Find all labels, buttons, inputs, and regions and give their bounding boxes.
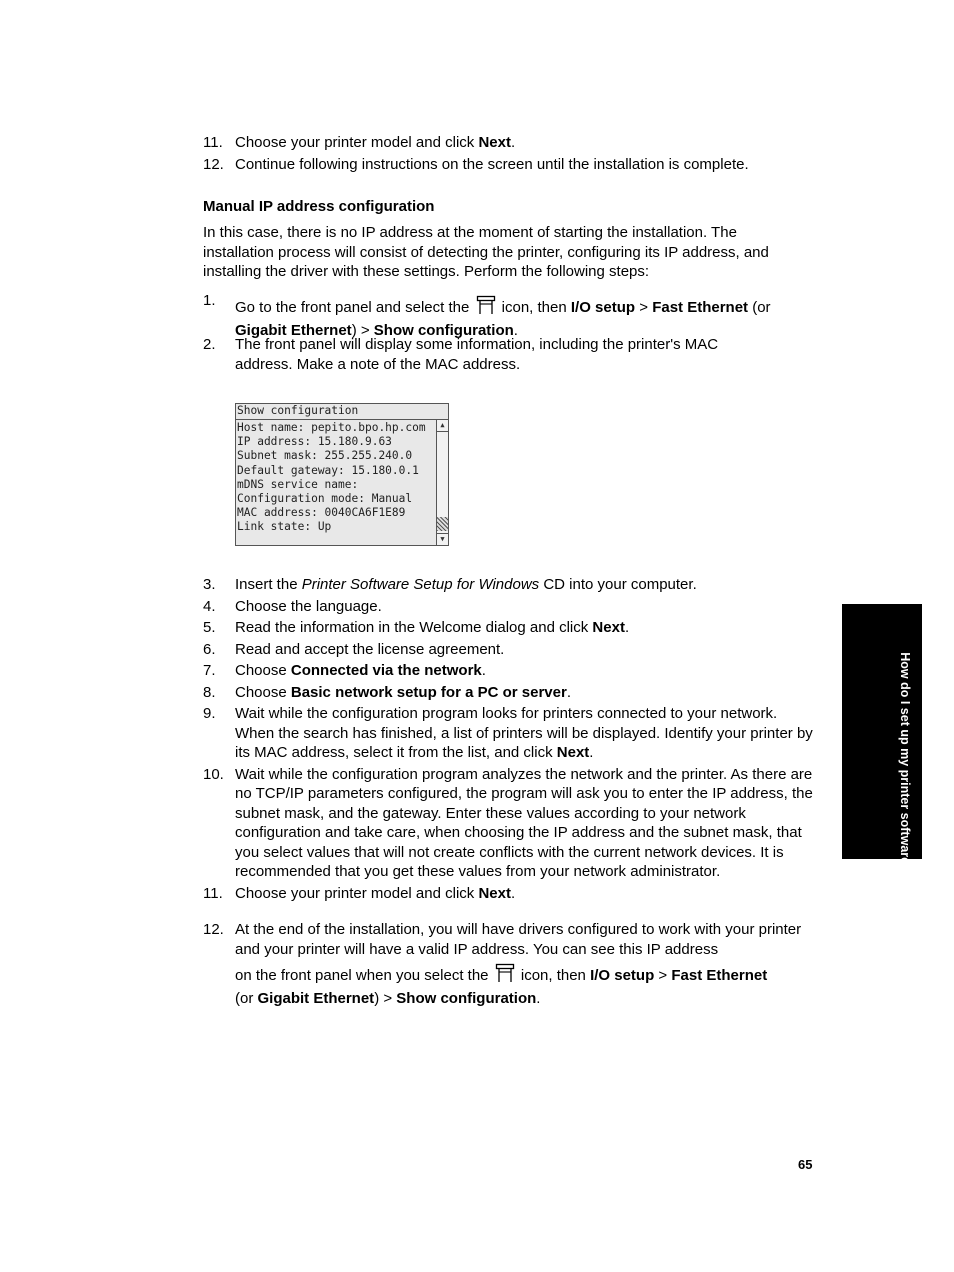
step-text: . [510, 884, 516, 902]
step-text: Choose your printer model and click [235, 884, 479, 902]
step-number: 11. [203, 134, 223, 151]
step-number: 8. [203, 683, 216, 701]
step-text: ) > [374, 989, 397, 1007]
scroll-thumb [437, 517, 448, 531]
step-text: Choose [235, 683, 291, 701]
chapter-side-tab [842, 604, 922, 872]
scroll-down-icon: ▼ [437, 533, 448, 545]
step-text: CD into your computer. [539, 576, 697, 593]
panel-line-link: Link state: Up [237, 520, 332, 534]
intro-paragraph: In this case, there is no IP address at the moment of starting the installation. The installation process will consist of detecting the printer, configuring its IP address, and installing the driver with these settings. Perform the following steps: [203, 224, 769, 280]
step-number: 1. [203, 292, 216, 309]
panel-line-ip: IP address: 15.180.9.63 [237, 435, 392, 449]
step-bold: I/O setup [590, 967, 655, 984]
step-text: . [536, 989, 541, 1007]
install-steps-list [203, 575, 815, 905]
panel-line-host: Host name: pepito.bpo.hp.com [237, 421, 426, 434]
step-number: 5. [203, 619, 216, 636]
section-heading: Manual IP address configuration [203, 198, 435, 215]
step-number: 12. [203, 921, 224, 938]
step-text: At the end of the installation, you will have drivers configured to work with your printer and your printer will have a valid IP address. You can see this IP address [235, 921, 802, 958]
top-steps-list [203, 133, 815, 176]
setup-menu-icon [476, 295, 496, 321]
step-number: 2. [203, 336, 216, 353]
panel-lines [237, 421, 433, 535]
step-text: . [624, 619, 630, 636]
step-text: Choose [235, 662, 291, 679]
panel-line-config-mode: Configuration mode: Manual [237, 492, 413, 506]
step-bold: Show configuration [396, 989, 537, 1007]
step-bold: Fast Ethernet [671, 967, 768, 984]
step-text: . [510, 134, 516, 151]
step-bold: Fast Ethernet [652, 299, 749, 316]
step-bold: Gigabit Ethernet [235, 321, 352, 339]
front-panel-display [235, 403, 449, 546]
step-12-text [235, 920, 815, 1008]
step-text: icon, then [516, 967, 591, 984]
step-text: on the front panel when you select the [235, 967, 493, 984]
step-number: 9. [203, 705, 216, 722]
step-text: ) > [351, 321, 374, 339]
step-text: (or [235, 989, 258, 1007]
step-number: 10. [203, 765, 224, 783]
step-text: Choose the language. [235, 597, 382, 615]
step-bold: Next [478, 884, 511, 902]
step-text: Go to the front panel and select the [235, 299, 474, 316]
step-text: Choose your printer model and click [235, 134, 479, 151]
step-text: icon, then [497, 299, 571, 316]
panel-scrollbar [436, 420, 448, 545]
step-bold: Next [478, 134, 511, 151]
page-number: 65 [798, 1157, 813, 1172]
step-text: . [566, 683, 571, 701]
step-bold: Connected via the network [290, 662, 482, 679]
step-text: Insert the [235, 576, 302, 593]
step-text: > [654, 967, 672, 984]
step-text-line [235, 989, 815, 1009]
step-text: Read the information in the Welcome dialog and click [235, 619, 593, 636]
step-2-text: The front panel will display some information, including the printer's MAC address. Make a note of the MAC address. [235, 336, 719, 373]
step-text: > [635, 299, 653, 316]
step-text: Wait while the configuration program looks for printers connected to your network. When the search has finished, a list of printers will be displayed. Identify your printer by its MAC address, select it from the list, and click [235, 705, 813, 761]
step-number: 3. [203, 576, 216, 593]
scroll-up-icon: ▲ [437, 420, 448, 432]
setup-menu-icon [495, 963, 515, 989]
step-bold: Basic network setup for a PC or server [290, 683, 567, 701]
list-item [203, 155, 815, 175]
list-item [203, 661, 815, 681]
step-bold: Show configuration [373, 321, 514, 339]
step-text: Wait while the configuration program analyzes the network and the printer. As there are no TCP/IP parameters configured, the program will ask you to enter the IP address, the subnet mask, and the gateway. Enter these values according to your network configuration and take care, when choosing the IP address and the subnet mask, that you select values that will not create conflicts with the current network devices. It is recommended that you get these values from your network administrator. [235, 765, 813, 880]
list-item [203, 575, 815, 595]
side-tab-label: How do I set up my printer software? [898, 652, 912, 872]
panel-line-subnet: Subnet mask: 255.255.240.0 [237, 449, 413, 463]
step-number: 12. [203, 155, 224, 173]
step-text: (or [748, 299, 771, 316]
list-item [203, 640, 815, 660]
step-number: 7. [203, 662, 216, 679]
step-text: Read and accept the license agreement. [235, 640, 505, 658]
step-number: 6. [203, 640, 216, 658]
panel-line-mac: MAC address: 0040CA6F1E89 [237, 506, 406, 520]
panel-title: Show configuration [236, 404, 448, 420]
list-item [203, 133, 815, 153]
step-text-line [235, 963, 815, 989]
step-number: 4. [203, 597, 216, 615]
panel-line-gateway: Default gateway: 15.180.0.1 [237, 463, 419, 477]
step-text: . [481, 662, 486, 679]
list-item [203, 765, 815, 882]
list-item [203, 618, 815, 638]
list-item [203, 884, 815, 904]
panel-line-mdns: mDNS service name: [237, 477, 359, 491]
step-number: 11. [203, 884, 223, 902]
step-bold: I/O setup [570, 299, 636, 316]
step-bold: Next [592, 619, 625, 636]
step-text: . [513, 321, 518, 339]
step-bold: Next [556, 744, 590, 761]
step-text: Continue following instructions on the screen until the installation is complete. [235, 155, 749, 173]
list-item [203, 683, 815, 703]
list-item [203, 597, 815, 617]
step-italic: Printer Software Setup for Windows [301, 576, 540, 593]
step-bold: Gigabit Ethernet [257, 989, 375, 1007]
list-item [203, 704, 815, 763]
step-text: . [589, 744, 594, 761]
step-1-text [235, 295, 815, 340]
